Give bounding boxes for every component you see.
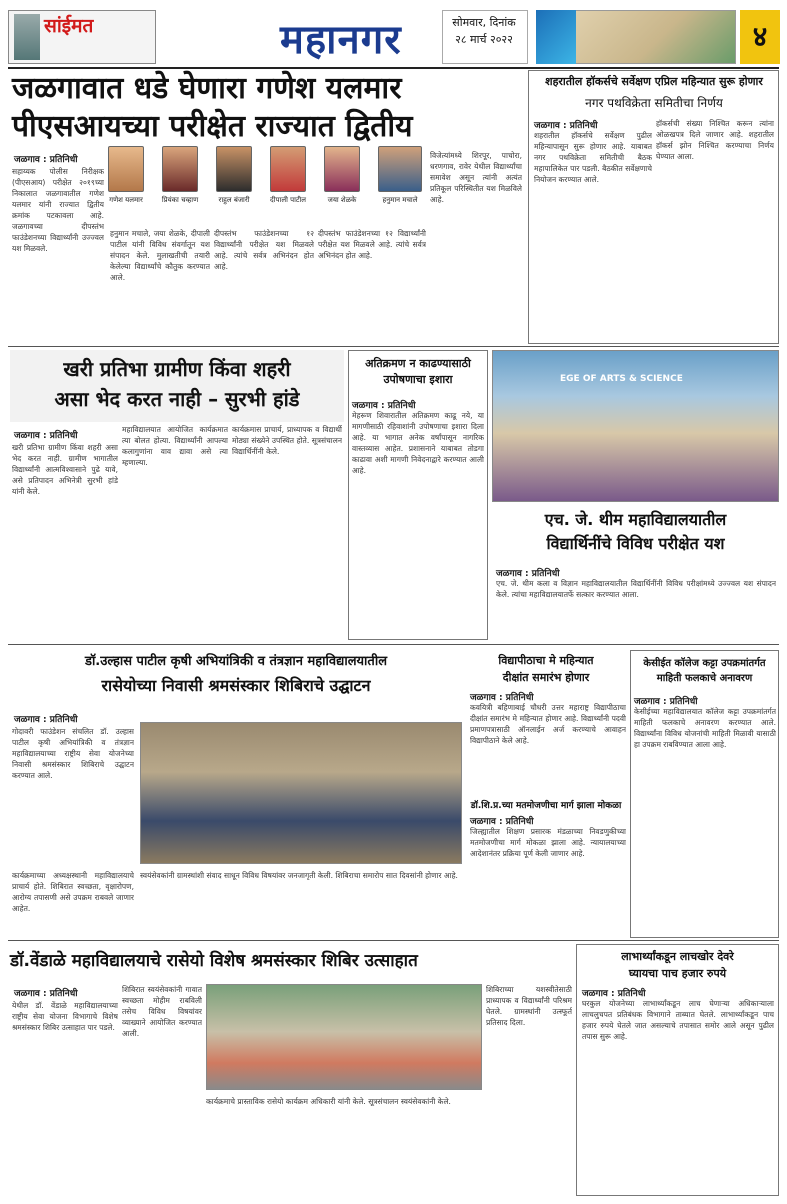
story9-body: केसीईच्या महाविद्यालयात कॉलेज कट्टा उपक्रमांतर्गत माहिती फलकाचे अनावरण करण्यात आले. विद्यार्थ्यांना विविध योजनांची माहिती मिळावी यासाठी हा उपक्रम राबविण्यात आला आहे.: [634, 707, 776, 749]
photo-hanuman: [378, 146, 422, 192]
masthead-rule: [8, 67, 779, 69]
divider: [8, 346, 779, 347]
story10-byline: जळगाव : प्रतिनिधी: [14, 989, 78, 999]
story6-col2: कार्यक्रमाच्या अध्यक्षस्थानी महाविद्यालयाचे प्राचार्य होते. शिबिरात स्वच्छता, वृक्षारोपण, आरोग्य तपासणी असे उपक्रम राबवले जाणार आहेत.: [12, 871, 134, 913]
story3-col1: खरी प्रतिभा ग्रामीण किंवा शहरी असा भेद करत नाही. ग्रामीण भागातील विद्यार्थ्यांनी आत्मविश्वासाने पुढे यावे, असे प्रतिपादन अभिनेत्री सुरभी हांडे यांनी केले.: [12, 443, 118, 496]
story4-headline: अतिक्रमण न काढण्यासाठी उपोषणाचा इशारा: [365, 357, 471, 386]
caption-ganesh: गणेश यलमार: [109, 196, 143, 204]
story2-subhead: नगर पथविक्रेता समितीचा निर्णय: [585, 96, 723, 110]
story11-headline-line1: लाभार्थ्यांकडून लाचखोर देवरे: [621, 950, 734, 963]
story9-headline-line2: माहिती फलकाचे अनावरण: [656, 673, 753, 684]
story3-col2: महाविद्यालयात आयोजित कार्यक्रमात त्या बोलत होत्या. विद्यार्थ्यांनी आपल्या कलागुणांना वाव द्यावा असे त्या म्हणाल्या.: [122, 425, 228, 467]
story1-col3b: दीपस्तंभ फाउंडेशनच्या १२ विद्यार्थ्यांनी परीक्षेत यश मिळवले आहे. त्यांचे सर्वत्र अभिनंदन होत आहे.: [318, 229, 426, 260]
story2-col2: हॉकर्सची संख्या निश्चित करून त्यांना ओळखपत्र दिले जाणार आहे. शहरातील हॉकर्स झोन निश्चित करण्याचा निर्णय घेण्यात आला.: [656, 119, 774, 161]
story3-headline-line1: खरी प्रतिभा ग्रामीण किंवा शहरी: [63, 357, 291, 381]
story2-byline: जळगाव : प्रतिनिधी: [534, 121, 598, 131]
divider: [8, 940, 779, 941]
story1-headline-line1: जळगावात धडे घेणारा गणेश यलमार: [12, 71, 402, 106]
story10-headline: डॉ.वेंडाळे महाविद्यालयाचे रासेयो विशेष श्रमसंस्कार शिबिर उत्साहात: [10, 951, 418, 971]
story7-body: कवयित्री बहिणाबाई चौधरी उत्तर महाराष्ट्र विद्यापीठाचा दीक्षांत समारंभ मे महिन्यात होणार आहे. विद्यार्थ्यांनी पदवी प्रमाणपत्रासाठी ऑनलाईन अर्ज करण्याचे आवाहन विद्यापीठाने केले आहे.: [470, 703, 626, 745]
photo-ganesh: [108, 146, 144, 192]
story9-headline-line1: केसीईत कॉलेज कट्टा उपक्रमांतर्गत: [643, 658, 766, 669]
story10-col2: शिबिरात स्वयंसेवकांनी गावात स्वच्छता मोहीम राबविली तसेच विविध विषयांवर व्याख्याने आयोजित करण्यात आली.: [122, 985, 202, 1038]
story6-headline: [10, 650, 462, 698]
story11-headline: [578, 948, 777, 982]
story5-headline: [492, 508, 779, 556]
story9-headline: [632, 656, 777, 686]
story8-body: जिल्ह्यातील शिक्षण प्रसारक मंडळाच्या निवडणुकीच्या मतमोजणीचा मार्ग मोकळा झाला आहे. न्यायालयाच्या आदेशानंतर प्रक्रिया पूर्ण केली जाणार आहे.: [470, 827, 626, 858]
story7-headline-line2: दीक्षांत समारंभ होणार: [502, 671, 590, 684]
story1-byline: जळगाव : प्रतिनिधी: [14, 155, 78, 165]
photo-jaya: [324, 146, 360, 192]
story5-photo-banner: EGE OF ARTS & SCIENCE: [560, 374, 683, 384]
story10-col3: कार्यक्रमाचे प्रास्ताविक रासेयो कार्यक्रम अधिकारी यांनी केले. सूत्रसंचालन स्वयंसेवकांनी केले.: [206, 1097, 451, 1106]
brand-name: सांईमत: [44, 15, 94, 37]
photo-rahul: [216, 146, 252, 192]
story11-body: घरकुल योजनेच्या लाभार्थ्यांकडून लाच घेणाऱ्या अधिकाऱ्याला लाचलुचपत प्रतिबंधक विभागाने ताब्यात घेतले. लाभार्थ्यांकडून पाच हजार रुपये घेतले जात असल्याचे तपासात समोर आले असून पुढील तपास सुरू आहे.: [582, 999, 774, 1041]
story1-headline-line2: पीएसआयच्या परीक्षेत राज्यात द्वितीय: [12, 109, 413, 144]
story9-byline: जळगाव : प्रतिनिधी: [634, 697, 698, 707]
caption-hanuman: हनुमान मचाले: [382, 196, 418, 204]
story8-byline: जळगाव : प्रतिनिधी: [470, 817, 534, 827]
day-label: सोमवार, दिनांक: [452, 16, 516, 29]
issue-date: २८ मार्च २०२२: [455, 33, 513, 46]
story1-photo-strip: [108, 144, 426, 224]
story7-headline-line1: विद्यापीठाचा मे महिन्यात: [498, 654, 594, 667]
story1-col4: विजेत्यांमध्ये शिरपूर, पाचोरा, धरणगाव, रावेर येथील विद्यार्थ्यांचा समावेश असून त्यांनी अत्यंत प्रतिकूल परिस्थितीत यश मिळविले आहे.: [430, 151, 522, 204]
caption-rahul: राहुल बंजारी: [218, 196, 250, 204]
story6-photo: [140, 722, 462, 864]
story3-headline: [10, 354, 344, 414]
photo-deepali: [270, 146, 306, 192]
story5-body: एच. जे. थीम कला व विज्ञान महाविद्यालयातील विद्यार्थिनींनी विविध परीक्षांमध्ये उज्ज्वल यश संपादन केले. त्यांचा महाविद्यालयातर्फे सत्कार करण्यात आला.: [496, 579, 776, 599]
story6-col1: गोदावरी फाउंडेशन संचलित डॉ. उल्हास पाटील कृषी अभियांत्रिकी व तंत्रज्ञान महाविद्यालयाच्या राष्ट्रीय सेवा योजनेच्या निवासी श्रमसंस्कार शिबिराचे उद्घाटन करण्यात आले.: [12, 727, 134, 780]
story6-headline-line2: रासेयोच्या निवासी श्रमसंस्कार शिबिराचे उद्घाटन: [101, 676, 371, 695]
story5-byline: जळगाव : प्रतिनिधी: [496, 569, 560, 579]
divider: [8, 644, 779, 645]
story7-byline: जळगाव : प्रतिनिधी: [470, 693, 534, 703]
story1-headline: [12, 70, 522, 146]
story5-photo: [492, 350, 779, 502]
photo-priyanka: [162, 146, 198, 192]
story6-byline: जळगाव : प्रतिनिधी: [14, 715, 78, 725]
building-icon: [14, 14, 40, 60]
story3-col3: कार्यक्रमास प्राचार्य, प्राध्यापक व विद्यार्थी मोठ्या संख्येने उपस्थित होते. सूत्रसंचालन विद्यार्थिनींनी केले.: [232, 425, 342, 456]
story7-headline: [466, 652, 626, 686]
story10-col4: शिबिराच्या यशस्वीतेसाठी प्राध्यापक व विद्यार्थ्यांनी परिश्रम घेतले. ग्रामस्थांनी उत्स्फूर्त प्रतिसाद दिला.: [486, 985, 572, 1027]
story11-byline: जळगाव : प्रतिनिधी: [582, 989, 646, 999]
page-number: ४: [740, 10, 780, 64]
story2-headline: शहरातील हॉकर्सचे सर्वेक्षण एप्रिल महिन्यात सुरू होणार: [545, 75, 763, 88]
masthead-graphic: [536, 10, 576, 64]
story3-byline: जळगाव : प्रतिनिधी: [14, 431, 78, 441]
caption-jaya: जया शेळके: [327, 196, 357, 204]
story1-col2: हनुमान मचाले, जया शेळके, दीपाली पाटील यांनी विविध संवर्गातून यश संपादन केले. मुलाखतीची तयारी केलेल्या विद्यार्थ्यांचे कौतुक करण्यात आले.: [110, 229, 210, 282]
story10-photo: [206, 984, 482, 1090]
story8-headline: डॉ.शि.प्र.च्या मतमोजणीचा मार्ग झाला मोकळा: [470, 801, 622, 811]
story11-headline-line2: घ्यायचा पाच हजार रुपये: [628, 967, 727, 980]
story10-col1: येथील डॉ. वेंडाळे महाविद्यालयाच्या राष्ट्रीय सेवा योजना विभागाचे विशेष श्रमसंस्कार शिबिर उत्साहात पार पडले.: [12, 1001, 118, 1032]
caption-deepali: दीपाली पाटील: [270, 196, 306, 204]
story6-col3: स्वयंसेवकांनी ग्रामस्थांशी संवाद साधून विविध विषयांवर जनजागृती केली. शिबिराचा समारोप सात दिवसांनी होणार आहे.: [140, 871, 458, 880]
story5-headline-line2: विद्यार्थिनींचे विविध परीक्षेत यश: [546, 534, 725, 553]
story3-headline-line2: असा भेद करत नाही – सुरभी हांडे: [54, 387, 300, 411]
story2-col1: शहरातील हॉकर्सचे सर्वेक्षण पुढील महिन्यापासून सुरू होणार आहे. याबाबत नगर पथविक्रेता समितीची बैठक महापालिकेत पार पडली. बैठकीत सर्वेक्षणाचे नियोजन करण्यात आले.: [534, 131, 652, 184]
story1-col3: दीपस्तंभ फाउंडेशनच्या १२ विद्यार्थ्यांनी परीक्षेत यश मिळवले आहे. त्यांचे सर्वत्र अभिनंदन होत आहे.: [214, 229, 314, 271]
story1-col1: सहाय्यक पोलीस निरीक्षक (पीएसआय) परीक्षेत २०१९च्या निकालात जळगावातील गणेश यलमार यांनी राज्यात द्वितीय क्रमांक पटकावला आहे. जळगावच्या दीपस्तंभ फाउंडेशनच्या विद्यार्थ्यांनी उज्ज्वल यश मिळवले.: [12, 167, 104, 253]
date-block: [444, 14, 524, 48]
story6-headline-line1: डॉ.उल्हास पाटील कृषी अभियांत्रिकी व तंत्रज्ञान महाविद्यालयातील: [84, 654, 388, 669]
section-title: महानगर: [280, 16, 402, 63]
story4-byline: जळगाव : प्रतिनिधी: [352, 401, 416, 411]
story4-body: मेहरूण शिवारातील अतिक्रमण काढू नये, या मागणीसाठी रहिवाशांनी उपोषणाचा इशारा दिला आहे. या भागात अनेक वर्षांपासून नागरिक वास्तव्यास आहेत. प्रशासनाने याबाबत तोडगा काढावा अशी मागणी निवेदनाद्वारे करण्यात आली आहे.: [352, 411, 484, 475]
story5-headline-line1: एच. जे. थीम महाविद्यालयातील: [544, 510, 727, 529]
caption-priyanka: प्रियंका चव्हाण: [161, 196, 199, 204]
